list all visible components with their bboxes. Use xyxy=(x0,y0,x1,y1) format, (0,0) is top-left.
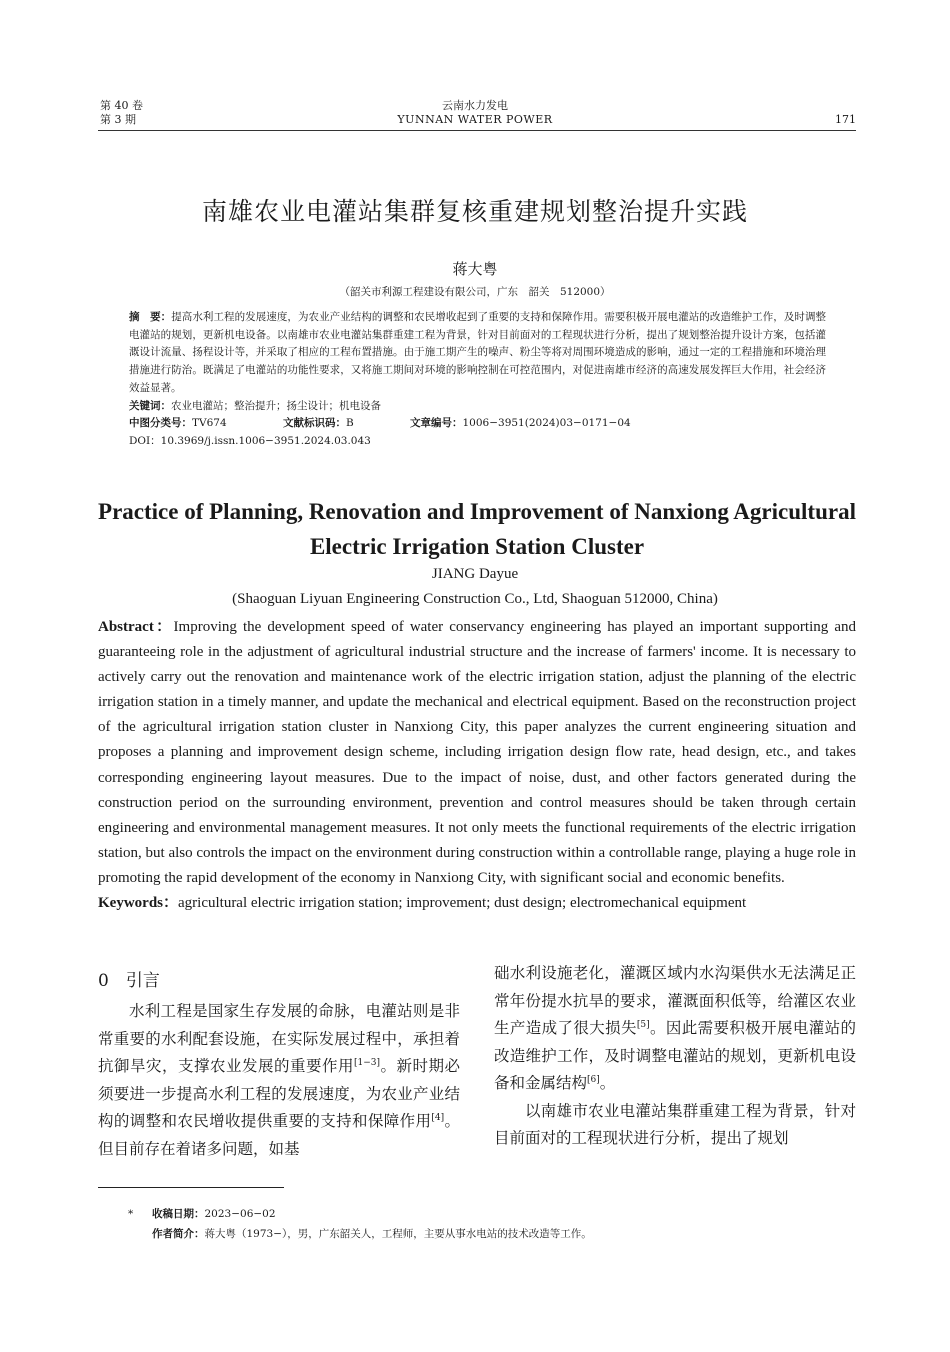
body-right-column xyxy=(494,960,856,1153)
article-number-value: 1006−3951(2024)03−0171−04 xyxy=(462,417,631,430)
title-cn: 南雄农业电灌站集群复核重建规划整治提升实践 xyxy=(201,197,748,226)
intro-paragraph-1-continued xyxy=(494,960,856,1098)
intro-p1-cont-b: 。因此需要积极开展电灌站的改造维护工作，及时调整电灌站的规划，更新机电设备和金属结构 xyxy=(494,1019,856,1092)
intro-p1-part-b: 。新时期必须要进一步提高水利工程的发展速度，为农业产业结构的调整和农民增收提供重要的支持和保障作用 xyxy=(98,1057,460,1130)
footnote-author-bio xyxy=(152,1224,592,1244)
footnote-star: * xyxy=(128,1208,134,1220)
abstract-cn-label: 摘 要： xyxy=(129,311,172,323)
footnote-received xyxy=(152,1204,276,1224)
intro-paragraph-2: 以南雄市农业电灌站集群重建工程为背景，针对目前面对的工程现状进行分析，提出了规划 xyxy=(494,1101,856,1147)
citation-1-3: [1−3] xyxy=(353,1057,380,1068)
abstract-en-text: Improving the development speed of water conservancy engineering has played an important supporting and guaranteeing role in the adjustment of agricultural industrial structure and the increase of farmers' income. It is necessary to actively carry out the renovation and maintenance work of the electric irrigation station, adjust the planning of the electric irrigation station in a timely manner, and update the mechanical and electrical equipment. Based on the reconstruction project of the agricultural irrigation station cluster in Nanxiong City, this paper analyzes the current engineering situation and proposes a planning and improvement design scheme, including irrigation design flow rate, head design, etc., and takes corresponding engineering layout measures. Due to the impact of noise, dust, and other factors generated during the construction period on the surrounding environment, prevention and control measures should be taken through certain engineering and environmental management measures. It not only meets the functional requirements of the electric irrigation station, but also controls the impact on the environment during construction within a controllable range, playing a huge role in promoting the rapid development of the economy in Nanxiong City, with significant social and economic benefits. xyxy=(98,619,856,886)
classification-line xyxy=(129,415,826,433)
header-issue: 第 3 期 xyxy=(100,113,136,126)
keywords-cn xyxy=(129,398,826,416)
body-left-column xyxy=(98,998,460,1163)
keywords-en-label: Keywords： xyxy=(98,895,178,912)
header-page-number: 171 xyxy=(835,113,856,126)
citation-5: [5] xyxy=(636,1019,650,1030)
keywords-en xyxy=(98,891,856,916)
article-number-label: 文章编号： xyxy=(410,417,463,430)
received-label: 收稿日期： xyxy=(152,1208,205,1220)
clc-value: TV674 xyxy=(192,417,227,430)
intro-p1-cont-a: 础水利设施老化，灌溉区域内水沟渠供水无法满足正常年份提水抗旱的要求，灌溉面积低等，给灌区农业生产造成了很大损失 xyxy=(494,964,856,1037)
intro-p1-part-a: 水利工程是国家生存发展的命脉，电灌站则是非常重要的水利配套设施，在实际发展过程中，承担着抗御旱灾，支撑农业发展的重要作用 xyxy=(98,1002,460,1075)
clc-label: 中图分类号： xyxy=(129,417,192,430)
doc-code-value: B xyxy=(346,417,354,430)
header-volume: 第 40 卷 xyxy=(100,99,143,112)
header-rule xyxy=(98,130,856,131)
keywords-en-text: agricultural electric irrigation station; improvement; dust design; electromechanical equipment xyxy=(178,895,747,912)
affiliation-cn: （韶关市利源工程建设有限公司，广东 韶关 512000） xyxy=(339,286,611,298)
abstract-en xyxy=(98,615,856,891)
footnote-rule xyxy=(98,1187,284,1188)
keywords-cn-label: 关键词： xyxy=(129,399,171,412)
affiliation-en: (Shaoguan Liyuan Engineering Construction Co., Ltd, Shaoguan 512000, China) xyxy=(232,591,718,607)
citation-4: [4] xyxy=(431,1112,445,1123)
citation-6: [6] xyxy=(587,1074,600,1085)
author-en: JIANG Dayue xyxy=(431,566,519,582)
abstract-en-label: Abstract： xyxy=(98,619,174,635)
header-journal-en: YUNNAN WATER POWER xyxy=(397,113,553,126)
doi: DOI：10.3969/j.issn.1006−3951.2024.03.043 xyxy=(129,434,371,447)
abstract-en-block xyxy=(98,615,856,916)
intro-p1-part-c: 。但目前存在着诸多问题，如基 xyxy=(98,1112,460,1158)
section-heading-intro: 0 引言 xyxy=(98,971,160,991)
bio-label: 作者简介： xyxy=(152,1228,205,1240)
intro-p1-cont-c: 。 xyxy=(599,1074,616,1092)
intro-paragraph-1 xyxy=(98,998,460,1163)
keywords-cn-text: 农业电灌站；整治提升；扬尘设计；机电设备 xyxy=(171,399,381,412)
received-date: 2023−06−02 xyxy=(204,1208,276,1220)
abstract-cn-block xyxy=(129,309,826,451)
doc-code-label: 文献标识码： xyxy=(283,417,346,430)
abstract-cn-text: 提高水利工程的发展速度，为农业产业结构的调整和农民增收起到了重要的支持和保障作用。需要积极开展电灌站的改造维护工作，及时调整电灌站的规划，更新机电设备。以南雄市农业电灌站集群重建工程为背景，针对目前面对的工程现状进行分析，提出了规划整治提升设计方案，包括灌溉设计流量、扬程设计等，并采取了相应的工程布置措施。由于施工期产生的噪声、粉尘等将对周围环境造成的影响，通过一定的工程措施和环境治理措施进行防治。既满足了电灌站的功能性要求，又将施工期间对环境的影响控制在可控范围内，对促进南雄市经济的高速发展发挥巨大作用，社会经济效益显著。 xyxy=(129,311,827,394)
header-journal-cn: 云南水力发电 xyxy=(442,99,508,112)
title-en: Practice of Planning, Renovation and Improvement of Nanxiong Agricultural Electric Irrigation Station Cluster xyxy=(98,499,856,559)
abstract-cn xyxy=(129,309,826,398)
author-cn: 蒋大粤 xyxy=(452,260,498,278)
bio-text: 蒋大粤（1973−），男，广东韶关人，工程师，主要从事水电站的技术改造等工作。 xyxy=(204,1228,592,1240)
